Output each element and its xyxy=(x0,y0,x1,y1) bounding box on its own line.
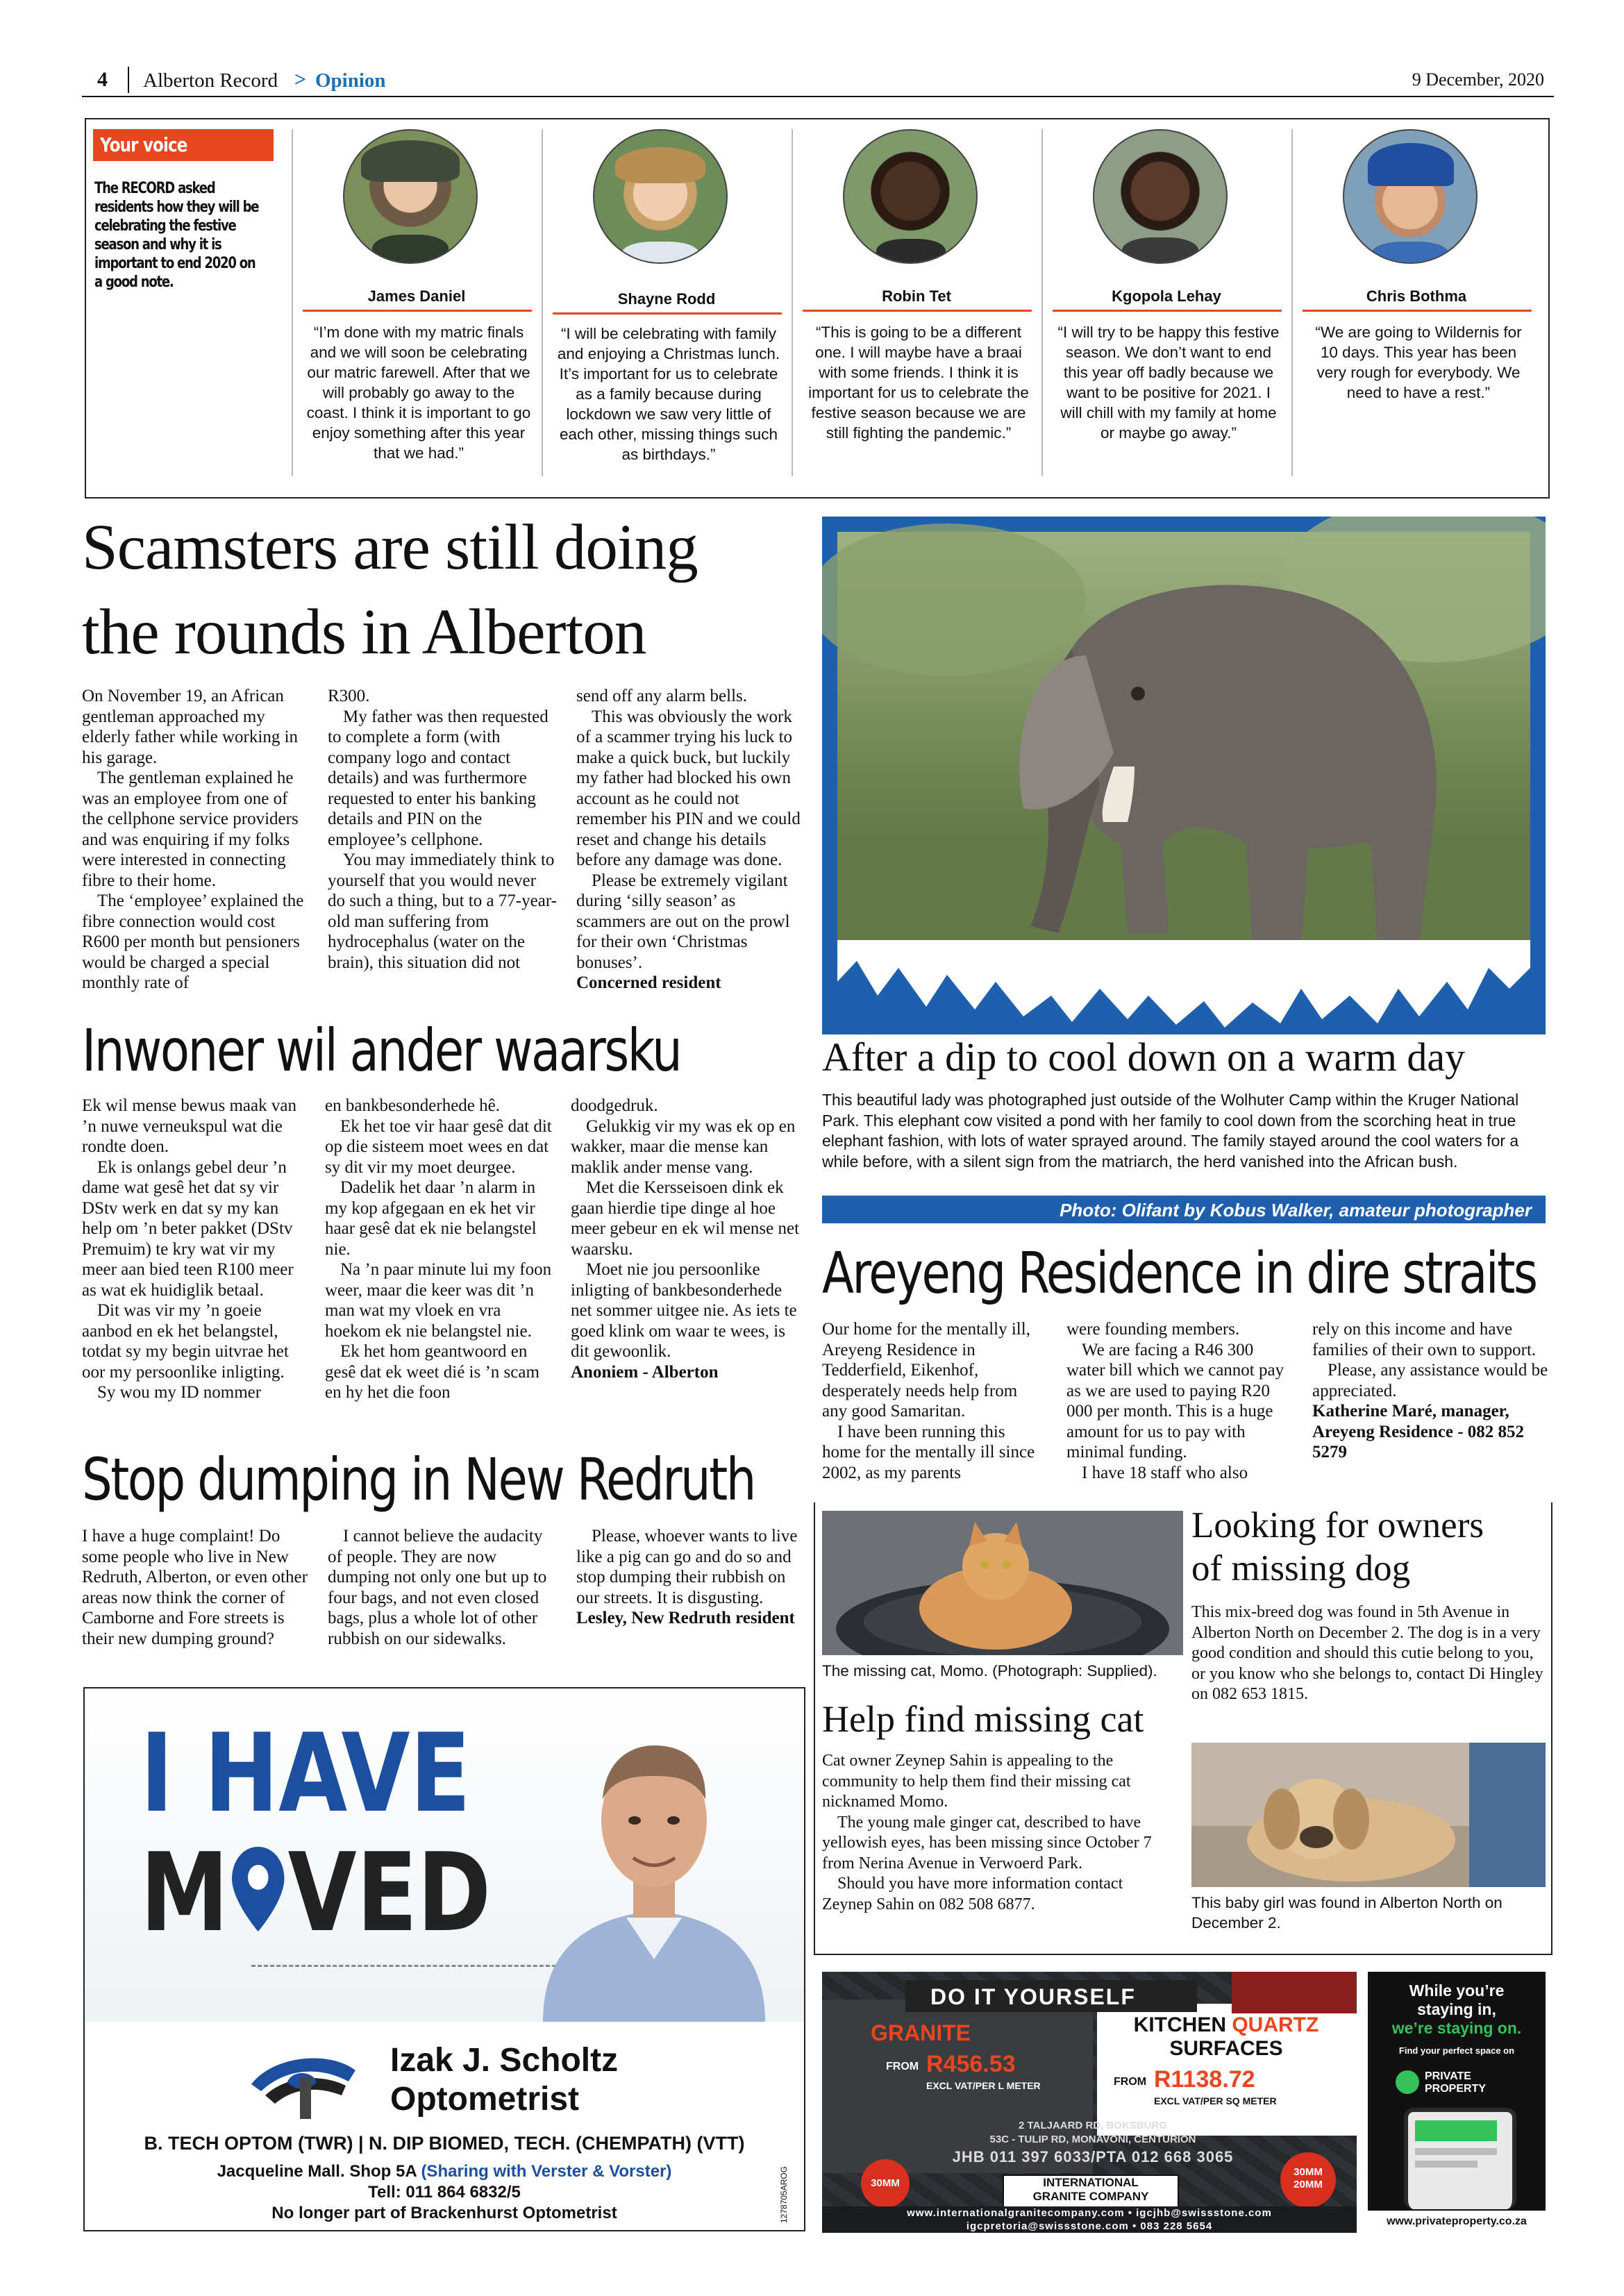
scam-column-2: R300. My father was then requested to complete a form (with company logo and contact details) and was furthermore requested to enter his banking details and PIN on the employee’s cellphone. You may immediately think to yourself that you would never do such a thing, but to a 77-year-old man suffering from hydrocephalus (water on the brain), this situation did not xyxy=(328,687,557,972)
dumping-column-1: I have a huge complaint! Do some people who live in New Redruth, Alberton, or even other areas now think the corner of Camborne and Fore streets is their new dumping ground? xyxy=(82,1527,308,1648)
cat-body: Cat owner Zeynep Sahin is appealing to the community to help them find their missing cat nicknamed Momo. The young male ginger cat, described to have yellowish eyes, has been missing since October 7 from Nerina Avenue in Verwoerd Park. Should you have more information contact Zeynep Sahin on 082 508 6877. xyxy=(822,1752,1152,1913)
granite-footer: www.internationalgranitecompany.com • igcjhb@swissstone.com igcpretoria@swissstone.com • 083 228 5654 xyxy=(822,2206,1357,2233)
optometrist-name: Izak J. Scholtz Optometrist xyxy=(390,2042,619,2118)
granite-price: R456.53 xyxy=(926,2051,1016,2077)
scam-column-1: On November 19, an African gentleman approached my elderly father while working in his garage. The gentleman explained he was an employee from one of the cellphone service providers and was enquiring if my folks were interested in connecting fibre to their home. The ‘employee’ explained the fibre connection would cost R600 per month but pensioners would be charged a special monthly rate of xyxy=(82,687,304,992)
optometrist-ad xyxy=(83,1687,805,2231)
areyeng-column-3: rely on this income and have families of their own to support. Please, any assistance would be appreciated. Katherine Maré, manager, Areyeng Residence - 082 852 5279 xyxy=(1312,1320,1548,1461)
dumping-headline: Stop dumping in New Redruth xyxy=(82,1446,755,1514)
photo-frame-edge xyxy=(822,940,1546,1034)
header-rule xyxy=(82,96,1554,97)
person-name: Kgopola Lehay xyxy=(1112,287,1221,305)
person-name: James Daniel xyxy=(367,287,466,305)
inwoner-column-1: Ek wil mense bewus maak van ’n nuwe verneukspul wat die rondte doen. Ek is onlangs gebel deur ’n dame wat gesê het dat sy vir DStv werk en dat sy my kan help om ’n beter pakket (DStv Premuim) te kry wat vir my meer aan bied teen R100 meer as wat ek huidiglik betaal. Dit was vir my ’n goeie aanbod en ek het belangstel, totdat sy my begin uitvrae het oor my persoonlike inligting. Sy wou my ID nommer xyxy=(82,1096,296,1402)
quartz-from: FROM xyxy=(1114,2076,1147,2088)
granite-unit: EXCL VAT/PER L METER xyxy=(926,2080,1041,2091)
dog-body: This mix-breed dog was found in 5th Avenue in Alberton North on December 2. The dog is in a very good condition and should this cutie belong to you, or you know who she belongs to, contact Di Hingley on 082 653 1815. xyxy=(1191,1603,1543,1703)
ad-moved: M VED xyxy=(140,1829,492,1956)
page-number: 4 xyxy=(97,68,108,91)
publication-name: Alberton Record xyxy=(143,69,278,92)
your-voice-intro: The RECORD asked residents how they will be celebrating the festive season and why it is important to end 2020 on a good note. xyxy=(94,180,259,291)
portrait-robin-tet xyxy=(843,129,978,264)
granite-from: FROM xyxy=(886,2061,919,2072)
name-underline xyxy=(1053,310,1282,312)
person-name: Robin Tet xyxy=(882,287,951,305)
inwoner-column-2: en bankbesonderhede hê. Ek het toe vir haar gesê dat dit op die sisteem moet wees en dat sy dit vir my moet deurgee. Dadelik het daar ’n alarm in my kop afgegaan en ek het vir haar gesê dat ek nie belangstel nie. Na ’n paar minute lui my foon weer, maar die keer was dit ’n man wat my vloek en vra hoekom ek nie belangstel nie. Ek het hom geantwoord en gesê dat ek weet dié is ’n scam en hy het die foon xyxy=(325,1096,552,1402)
inwoner-headline: Inwoner wil ander waarsku xyxy=(82,1016,681,1084)
cat-image xyxy=(822,1511,1183,1655)
person-name: Shayne Rodd xyxy=(617,290,716,308)
cat-photo xyxy=(822,1511,1183,1655)
portrait-james-daniel xyxy=(343,129,478,264)
page-header xyxy=(82,67,1554,97)
optometrist-portrait xyxy=(515,1709,793,2022)
elephant-headline: After a dip to cool down on a warm day xyxy=(822,1034,1466,1080)
inwoner-column-3: doodgedruk. Gelukkig vir my was ek op en wakker, maar die mense kan maklik ander mense vang. Met die Kersseisoen dink ek gaan hierdie tipe dinge al hoe meer gebeur en ek wil mense net waarsku. Moet nie jou persoonlike inligting of bankbesonderhede net sommer uitgee nie. As iets te goed klink om waar te wees, is dit gewoonlik. Anoniem - Alberton xyxy=(571,1096,800,1382)
section-name: Opinion xyxy=(315,69,386,92)
voice-separator xyxy=(292,129,293,476)
areyeng-column-1: Our home for the mentally ill, Areyeng Residence in Tedderfield, Eikenhof, desperately needs help from any good Samaritan. I have been running this home for the mentally ill since 2002, as my parents xyxy=(822,1320,1035,1482)
scam-column-3: send off any alarm bells. This was obviously the work of a scammer trying his luck to make a quick buck, but luckily my father had blocked his own account as he could not remember his PIN and we could reset and change his details before any damage was done. Please be extremely vigilant during ‘silly season’ as scammers are out on the prowl for their own ‘Christmas bonuses’. Concerned resident xyxy=(576,686,805,994)
name-underline xyxy=(803,310,1032,312)
scam-signature: Concerned resident xyxy=(576,973,721,992)
dumping-column-3: Please, whoever wants to live like a pig can go and do so and stop dumping their rubbish on our streets. It is disgusting. Lesley, New Redruth resident xyxy=(576,1526,805,1629)
property-footer: www.privateproperty.co.za xyxy=(1368,2211,1546,2233)
granite-company-logo: INTERNATIONAL GRANITE COMPANY xyxy=(1003,2175,1179,2208)
phone-mockup xyxy=(1404,2108,1516,2209)
private-property-ad: While you’re staying in, we’re staying on. Find your perfect space on PRIVATE PROPERTY www.privateproperty.co.za xyxy=(1368,1972,1546,2233)
elephant-photo xyxy=(822,517,1546,1034)
photo-credit: Photo: Olifant by Kobus Walker, amateur photographer xyxy=(822,1196,1546,1223)
dog-image xyxy=(1191,1743,1546,1887)
cat-caption: The missing cat, Momo. (Photograph: Supplied). xyxy=(822,1662,1157,1679)
optometrist-note: No longer part of Brackenhurst Optometrist xyxy=(271,2204,617,2222)
portrait-kgopola-lehay xyxy=(1093,129,1228,264)
ad-reference: 1278705AROG xyxy=(779,2165,789,2223)
person-quote: “I will be celebrating with family and enjoying a Christmas lunch. It’s important for us to celebrate as a family because during lockdown we saw very little of each other, missing things such as birthdays.” xyxy=(557,325,780,463)
breadcrumb-arrow: > xyxy=(294,68,307,91)
voice-separator xyxy=(542,129,543,476)
areyeng-headline: Areyeng Residence in dire straits xyxy=(822,1241,1537,1307)
voice-separator xyxy=(792,129,793,476)
quartz-heading: KITCHEN QUARTZ SURFACES xyxy=(1133,2013,1319,2060)
optometrist-phone: Tell: 011 864 6832/5 xyxy=(368,2183,521,2202)
areyeng-signature: Katherine Maré, manager, Areyeng Residence - 082 852 5279 xyxy=(1312,1402,1525,1461)
ad-i-have: I HAVE xyxy=(140,1710,471,1836)
granite-phones: JHB 011 397 6033/PTA 012 668 3065 xyxy=(952,2148,1234,2165)
property-logo-icon xyxy=(1396,2070,1419,2094)
quartz-unit: EXCL VAT/PER SQ METER xyxy=(1154,2095,1277,2106)
scam-headline: Scamsters are still doing the rounds in Alberton xyxy=(82,512,698,668)
location-pin-icon xyxy=(228,1841,287,1932)
elephant-body: This beautiful lady was photographed just outside of the Wolhuter Camp within the Kruger National Park. This elephant cow visited a pond with her family to cool down from the scorching heat in true elephant fashion, with lots of water sprayed around. The family stayed around the cool waters for a while before, with a silent sign from the matriarch, the herd vanished into the African bush. xyxy=(822,1091,1519,1171)
cat-headline: Help find missing cat xyxy=(822,1698,1144,1740)
name-underline xyxy=(553,312,782,315)
granite-address: 2 TALJAARD RD, BOKSBURG 53C - TULIP RD, MONAVONI, CENTURION xyxy=(989,2120,1196,2145)
private-property-logo: PRIVATE PROPERTY xyxy=(1391,2068,1523,2098)
person-quote: “This is going to be a different one. I will maybe have a braai with some friends. I think it is important for us to celebrate the festive season because we are still fighting the pandemic.” xyxy=(808,324,1029,442)
person-quote: “We are going to Wildernis for 10 days. This year has been very rough for everybody. We need to have a rest.” xyxy=(1315,324,1522,401)
dumping-column-2: I cannot believe the audacity of people. They are now dumping not only one but up to four bags, and not even closed bags, plus a whole lot of other rubbish on our sidewalks. xyxy=(328,1527,547,1648)
your-voice-label: Your voice xyxy=(93,129,274,161)
dog-photo xyxy=(1191,1743,1546,1887)
optometrist-qualifications: B. TECH OPTOM (TWR) | N. DIP BIOMED, TECH. (CHEMPATH) (VTT) xyxy=(144,2133,745,2154)
dog-headline: Looking for owners of missing dog xyxy=(1191,1505,1484,1589)
thickness-badge-left: 30MM xyxy=(861,2159,910,2208)
portrait-chris-bothma xyxy=(1343,129,1477,264)
issue-date: 9 December, 2020 xyxy=(1412,69,1544,90)
thickness-badge-right: 30MM 20MM xyxy=(1280,2152,1336,2208)
diy-banner: DO IT YOURSELF xyxy=(905,1980,1197,2012)
quartz-price: R1138.72 xyxy=(1154,2066,1255,2093)
person-quote: “I will try to be happy this festive season. We don’t want to end this year off badly because we want to be positive for 2021. I will chill with my family at home or maybe go away.” xyxy=(1057,324,1280,442)
areyeng-column-2: were founding members. We are facing a R46 300 water bill which we cannot pay as we are used to paying R20 000 per month. This is a huge amount for us to pay with minimal funding. I have 18 staff who also xyxy=(1066,1320,1284,1482)
granite-label: GRANITE xyxy=(871,2020,971,2045)
granite-ad xyxy=(822,1972,1357,2233)
optometrist-logo xyxy=(244,2043,362,2119)
inwoner-signature: Anoniem - Alberton xyxy=(571,1362,719,1382)
header-divider xyxy=(128,67,129,93)
voice-separator xyxy=(1041,129,1043,476)
dog-caption: This baby girl was found in Alberton North on December 2. xyxy=(1191,1894,1502,1932)
dumping-signature: Lesley, New Redruth resident xyxy=(576,1609,795,1627)
voice-separator xyxy=(1291,129,1293,476)
red-sample xyxy=(1232,1972,1357,2013)
name-underline xyxy=(1303,310,1532,312)
optometrist-address: Jacqueline Mall. Shop 5A (Sharing with Verster & Vorster) xyxy=(217,2162,672,2181)
person-name: Chris Bothma xyxy=(1366,287,1467,305)
name-underline xyxy=(303,310,532,312)
person-quote: “I’m done with my matric finals and we will soon be celebrating our matric farewell. After that we will probably go away to the coast. I think it is important to go enjoy something after this year that we had.” xyxy=(306,324,531,462)
portrait-shayne-rodd xyxy=(593,129,728,264)
